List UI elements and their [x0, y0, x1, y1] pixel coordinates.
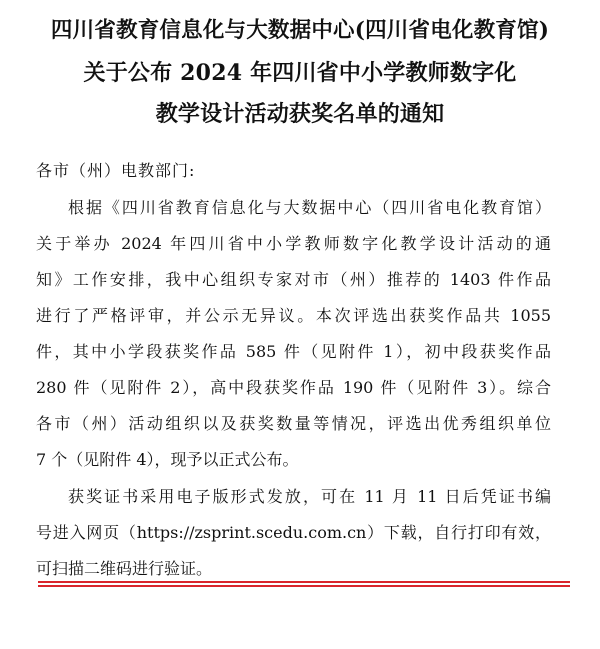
paragraph-1-line-8: 7 个（见附件 4），现予以正式公布。: [36, 450, 299, 469]
paragraph-1-line-7: 各市（州）活动组织以及获奖数量等情况，评选出优秀组织单位: [36, 414, 551, 433]
paragraph-1-line-4: 进行了严格评审，并公示无异议。本次评选出获奖作品共 1055: [36, 306, 551, 325]
salutation: 各市（州）电教部门:: [36, 161, 196, 180]
paragraph-1-line-5: 件，其中小学段获奖作品 585 件（见附件 1），初中段获奖作品: [36, 342, 551, 361]
paragraph-2-line-3: 可扫描二维码进行验证。: [36, 559, 213, 578]
red-divider-line-top: [38, 581, 570, 583]
paragraph-1-line-3: 知》工作安排，我中心组织专家对市（州）推荐的 1403 件作品: [36, 270, 551, 289]
title-line-2: 关于公布 2024 年四川省中小学教师数字化: [83, 60, 517, 86]
paragraph-2-line-2: 号进入网页（https://zsprint.scedu.com.cn）下载，自行打印有效，: [36, 523, 551, 542]
title-line-1: 四川省教育信息化与大数据中心(四川省电化教育馆): [50, 18, 550, 43]
paragraph-1-line-1: 根据《四川省教育信息化与大数据中心（四川省电化教育馆）: [68, 198, 551, 217]
paragraph-1-line-6: 280 件（见附件 2），高中段获奖作品 190 件（见附件 3）。综合: [36, 378, 551, 397]
title-line-3: 教学设计活动获奖名单的通知: [155, 101, 445, 127]
paragraph-2-line-1: 获奖证书采用电子版形式发放，可在 11 月 11 日后凭证书编: [68, 487, 551, 506]
red-divider-line-bottom: [38, 585, 570, 587]
paragraph-1-line-2: 关于举办 2024 年四川省中小学教师数字化教学设计活动的通: [36, 234, 551, 253]
